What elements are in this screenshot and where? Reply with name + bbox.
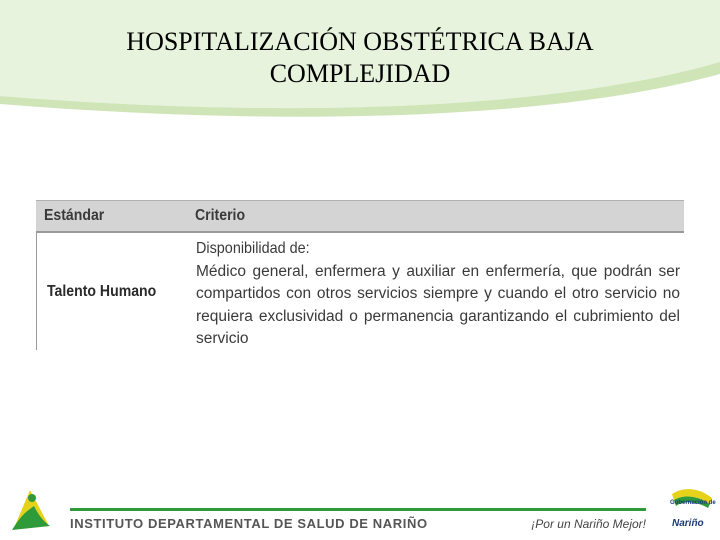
logo-right-name: Nariño [672,518,704,529]
header-estandar: Estándar [44,207,105,224]
footer-divider [70,508,646,511]
cell-criterio [196,238,680,350]
institute-logo-icon [8,484,54,534]
logo-right-caption: Gobernación de [670,500,716,506]
table-header-row [36,200,684,233]
title-line-1: HOSPITALIZACIÓN OBSTÉTRICA BAJA [126,27,594,56]
footer-institution: INSTITUTO DEPARTAMENTAL DE SALUD DE NARIÑO [70,516,428,531]
criterio-intro: Disponibilidad de: [196,240,310,257]
table-row [36,233,684,350]
page-title [40,26,680,90]
footer-slogan: ¡Por un Nariño Mejor! [531,517,646,531]
standards-table [36,200,684,350]
header-criterio: Criterio [195,207,246,224]
criterio-text: Médico general, enfermera y auxiliar en enfermería, que podrán ser compartidos con otros servicios siempre y cuando el otro servicio no requiera exclusividad o permanencia garantizando el cubrimiento del servicio [196,262,680,347]
title-line-2: COMPLEJIDAD [269,59,451,88]
cell-estandar: Talento Humano [47,283,157,300]
